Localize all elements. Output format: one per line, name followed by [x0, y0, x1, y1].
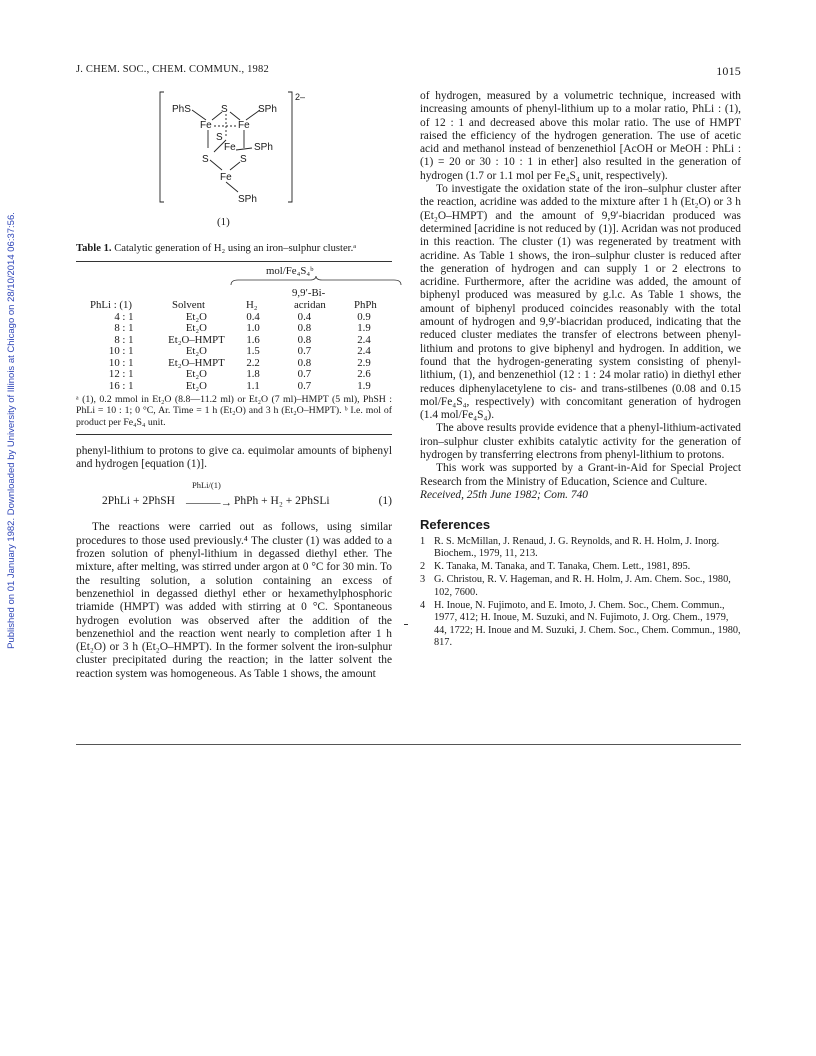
atom-fe-left: Fe [200, 120, 212, 131]
equation-lhs: 2PhLi + 2PhSH [102, 495, 175, 508]
atom-fe-bottom: Fe [220, 172, 232, 183]
atom-s-lower-left: S [202, 154, 209, 165]
col-head-h2: H₂ [246, 298, 258, 311]
reference-text: G. Christou, R. V. Hageman, and R. H. Holm, J. Am. Chem. Soc., 1980, 102, 7600. [434, 574, 731, 598]
paragraph-left-1: phenyl-lithium to protons to give ca. equimolar amounts of biphenyl and hydrogen [equation (1)]. [76, 444, 392, 471]
equation-rhs: PhPh + H₂ + 2PhSLi [234, 495, 330, 508]
table-cell: 10 : 1 [108, 345, 134, 357]
reference-item [420, 561, 741, 573]
cluster-structure [76, 90, 392, 235]
reference-item [420, 536, 741, 561]
reference-item [420, 574, 741, 599]
running-head [76, 64, 741, 80]
table-cell: 1.6 [246, 333, 260, 346]
table-cell: 1.9 [357, 322, 371, 334]
reference-text: K. Tanaka, M. Tanaka, and T. Tanaka, Chem. Lett., 1981, 895. [434, 561, 691, 573]
publication-stamp [2, 190, 20, 670]
table-cell: 0.8 [297, 322, 312, 334]
table-row [76, 346, 392, 358]
left-column [76, 90, 392, 681]
equation-1 [76, 479, 392, 515]
table-caption [76, 243, 392, 256]
paragraph-left-2: The reactions were carried out as follows, using similar procedures to those used previously.⁴ The cluster (1) was added to a frozen solution of phenyl-lithium in degassed diethyl ether. The mixture, after melting, was stirred under argon at 0 °C for 30 min. To the resulting solution, a solution containing an excess of benzenethiol in degassed diethyl ether or hexamethylphosphoric triamide (HMPT) was added with stirring at 0 °C. Spontaneous hydrogen evolution was observed after the addition of the benzenethiol and the reaction went nearly to completion after 1 h (Et₂O) or 3 h (Et₂O–HMPT). In the former solvent the iron-sulphur cluster precipitated during the reaction; in the latter solvent the reaction system was homogeneous. As Table 1 shows, the amount [76, 521, 392, 680]
table-cell: 0.9 [357, 310, 371, 323]
table-column-headers [76, 288, 392, 312]
paragraph-right-1: of hydrogen, measured by a volumetric technique, increased with increasing amounts of phenyl-lithium up to a molar ratio, PhLi : (1), of 12 : 1 and decreased above this molar ratio. The use of HMPT raised the efficiency of the hydrogen generation. The use of acetic acid and methanol instead of benzenethiol [AcOH or MeOH : PhLi : (1) = 20 or 30 : 10 : 1 in ether] also resulted in the generation of hydrogen (1.7 or 1.1 mol per Fe₄S₄ unit, respectively). [420, 90, 741, 182]
reference-number: 1 [420, 535, 426, 547]
table-cell: 8 : 1 [114, 333, 134, 346]
reference-text: H. Inoue, N. Fujimoto, and E. Imoto, J. Chem. Soc., Chem. Commun., 1977, 412; H. Inoue, M. Suzuki, and N. Fujimoto, J. Org. Chem., 1979, 44, 1722; H. Inoue and M. Suzuki, J. Chem. Soc., Chem. Commun., 1980, 817. [434, 599, 741, 648]
table-cell: Et₂O [185, 379, 207, 392]
table-row [76, 323, 392, 335]
paragraph-right-3: The above results provide evidence that a phenyl-lithium-activated iron–sulphur cluster exhibits catalytic activity for the generation of hydrogen by transferring electrons from phenyl-lithium to protons. [420, 422, 741, 462]
paragraph-right-4: This work was supported by a Grant-in-Aid for Special Project Research from the Ministry of Education, Science and Culture. [420, 462, 741, 488]
table-footnote: ᵃ (1), 0.2 mmol in Et₂O (8.8—11.2 ml) or Et₂O (7 ml)–HMPT (5 ml), PhSH : PhLi = 10 : 1; 0 °C, Ar. Time = 1 h (Et₂O) and 3 h (Et₂O–HMPT). ᵇ I.e. mol of product per Fe₄S₄ unit. [76, 394, 392, 428]
table-bottom-rule [76, 434, 392, 435]
equation-arrow: ———→ [186, 497, 232, 510]
references-list [420, 536, 741, 650]
margin-tick [404, 624, 408, 625]
col-head-biacridan-1: 9,9′-Bi- [292, 286, 326, 299]
table-cell: 2.4 [357, 345, 371, 357]
table-cell: 0.4 [297, 310, 312, 323]
table-cell: 0.8 [297, 356, 312, 369]
right-column [420, 90, 741, 650]
table-cell: 0.8 [297, 333, 312, 346]
equation-number: (1) [378, 495, 392, 508]
reference-item [420, 600, 741, 649]
atom-sph-mid: SPh [254, 142, 273, 153]
table-group-brace [230, 276, 402, 286]
table-cell: 0.7 [297, 368, 312, 380]
atom-s-lower-right: S [240, 154, 247, 165]
table-cell: Et₂O [185, 310, 207, 323]
table-cell: 1.8 [246, 368, 260, 380]
table-cell: 1.1 [246, 379, 260, 392]
cluster-charge: 2– [295, 92, 306, 102]
equation-catalyst: PhLi/(1) [192, 480, 221, 491]
table-cell: 2.9 [357, 356, 371, 369]
compound-label: (1) [217, 216, 230, 228]
table-group-title: mol/Fe₄S₄ᵇ [266, 264, 314, 277]
table-cell: 0.7 [297, 379, 312, 392]
table-row [76, 369, 392, 381]
table-cell: Et₂O–HMPT [168, 333, 225, 346]
table-cell: Et₂O [185, 368, 207, 380]
atom-fe-center: Fe [224, 142, 236, 153]
received-line: Received, 25th June 1982; Com. 740 [420, 488, 588, 501]
table-cell: 0.7 [297, 345, 312, 357]
table-cell: Et₂O [185, 322, 207, 334]
table-row [76, 381, 392, 393]
reference-number: 2 [420, 561, 426, 573]
table-caption-text: Catalytic generation of H₂ using an iron–sulphur cluster.ᵃ [114, 243, 357, 254]
reference-text: R. S. McMillan, J. Renaud, J. G. Reynolds, and R. H. Holm, J. Inorg. Biochem., 1979, 11, 213. [434, 535, 720, 559]
table-group-header [76, 262, 392, 288]
table-cell: Et₂O–HMPT [168, 356, 225, 369]
publication-stamp-text: Published on 01 January 1982. Downloaded by University of Illinois at Chicago on 28/10/2014 06:37:56. [5, 211, 17, 649]
reference-number: 4 [420, 599, 426, 611]
cluster-structure-drawing [76, 90, 392, 235]
atom-phs: PhS [172, 104, 191, 115]
table-cell: 2.6 [357, 368, 371, 380]
atom-sph-bottom: SPh [238, 194, 257, 205]
page-bottom-rule [76, 744, 741, 745]
table-caption-number: Table 1. [76, 243, 112, 254]
table-cell: 2.2 [246, 356, 260, 369]
col-head-ratio: PhLi : (1) [90, 298, 132, 311]
table-cell: 0.4 [246, 310, 260, 323]
table-cell: Et₂O [185, 345, 207, 357]
col-head-biacridan-2: acridan [294, 298, 326, 311]
paragraph-right-2: To investigate the oxidation state of the iron–sulphur cluster after the reaction, acridine was added to the mixture after 1 h (Et₂O) or 3 h (Et₂O–HMPT) and the amount of 9,9′-biacridan produced was determined [acridine is not reduced by (1)]. Acridan was not produced in this reaction. The cluster (1) was regenerated by treatment with acridine. As Table 1 shows, the iron–sulphur cluster is reduced after the generation of hydrogen and can supply 1 or 2 electrons to acridine. Furthermore, after the acridine was added, the amount of biphenyl produced was measured by g.l.c. As Table 1 shows, the amount of biphenyl produced coincides reasonably with the total amount of hydrogen and 9,9′-biacridan produced, indicating that the reduced cluster mediates the transfer of electrons between phenyl-lithium and protons to give biphenyl and hydrogen. In addition, we found that the hydrogen-generating system consisting of phenyl-lithium, (1), and benzenethiol (12 : 1 : 24 molar ratio) in diethyl ether reduces diphenylacetylene to cis- and trans-stilbenes (0.08 and 0.15 mol/Fe₄S₄, respectively) with concomitant generation of hydrogen (1.4 mol/Fe₄S₄). [420, 183, 741, 422]
atom-fe-right: Fe [238, 120, 250, 131]
table-cell: 2.4 [357, 333, 371, 346]
journal-title: J. CHEM. SOC., CHEM. COMMUN., 1982 [76, 64, 269, 75]
table-cell: 1.0 [246, 322, 260, 334]
col-head-phph: PhPh [354, 298, 377, 311]
atom-s-top: S [221, 104, 228, 115]
table-cell: 12 : 1 [108, 368, 134, 380]
table-cell: 16 : 1 [108, 379, 134, 392]
table-cell: 4 : 1 [114, 310, 134, 323]
reference-number: 3 [420, 574, 426, 586]
table-cell: 1.5 [246, 345, 260, 357]
atom-sph-right: SPh [258, 104, 277, 115]
results-table [76, 312, 392, 393]
atom-s-center: S [216, 132, 223, 143]
references-heading: References [420, 517, 491, 533]
table-cell: 8 : 1 [114, 322, 134, 334]
table-cell: 1.9 [357, 379, 371, 392]
table-cell: 10 : 1 [108, 356, 134, 369]
page-number: 1015 [716, 64, 741, 78]
col-head-solvent: Solvent [172, 298, 205, 311]
